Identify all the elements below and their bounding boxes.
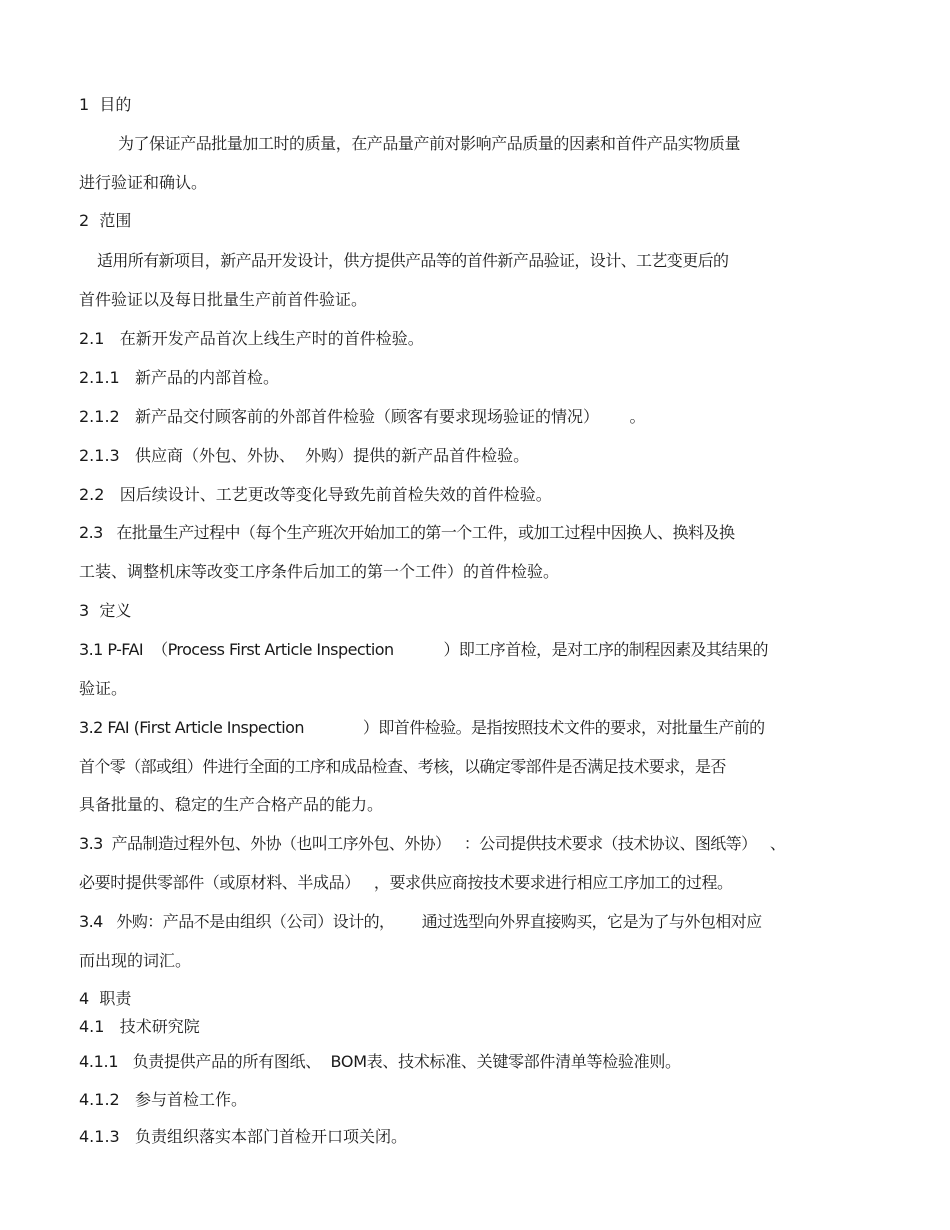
clause-4-1-2: 4.1.2 参与首检工作。 — [79, 1090, 247, 1109]
clause-2-2: 2.2 因后续设计、工艺更改等变化导致先前首检失效的首件检验。 — [79, 485, 552, 504]
paragraph-line: 而出现的词汇。 — [79, 951, 192, 970]
clause-2-3: 2.3 在批量生产过程中（每个生产班次开始加工的第一个工件，或加工过程中因换人、换料及换 — [79, 523, 735, 542]
paragraph-line: 首件验证以及每日批量生产前首件验证。 — [79, 290, 368, 309]
paragraph-line: 具备批量的、稳定的生产合格产品的能力。 — [79, 795, 384, 814]
paragraph-line: 工装、调整机床等改变工序条件后加工的第一个工件）的首件检验。 — [79, 562, 560, 581]
clause-2-1-2: 2.1.2 新产品交付顾客前的外部首件检验（顾客有要求现场验证的情况） 。 — [79, 407, 646, 426]
paragraph-line: 必要时提供零部件（或原材料、半成品） ，要求供应商按技术要求进行相应工序加工的过程。 — [79, 873, 733, 892]
paragraph-line: 为了保证产品批量加工时的质量，在产品量产前对影响产品质量的因素和首件产品实物质量 — [118, 134, 741, 153]
section-4-heading: 4 职责 — [79, 989, 132, 1008]
clause-3-3: 3.3 产品制造过程外包、外协（也叫工序外包、外协） ：公司提供技术要求（技术协议、图纸等） 、 — [79, 834, 786, 853]
clause-4-1-1: 4.1.1 负责提供产品的所有图纸、 BOM表、技术标准、关键零部件清单等检验准则。 — [79, 1052, 681, 1071]
clause-3-1: 3.1 P-FAI （Process First Article Inspection ）即工序首检，是对工序的制程因素及其结果的 — [79, 640, 768, 659]
clause-2-1-1: 2.1.1 新产品的内部首检。 — [79, 368, 279, 387]
clause-4-1: 4.1 技术研究院 — [79, 1017, 200, 1036]
paragraph-line: 验证。 — [79, 679, 128, 698]
clause-2-1-3: 2.1.3 供应商（外包、外协、 外购）提供的新产品首件检验。 — [79, 446, 530, 465]
section-2-heading: 2 范围 — [79, 211, 132, 230]
paragraph-line: 进行验证和确认。 — [79, 173, 208, 192]
section-1-heading: 1 目的 — [79, 95, 132, 114]
clause-2-1: 2.1 在新开发产品首次上线生产时的首件检验。 — [79, 329, 424, 348]
paragraph-line: 适用所有新项目，新产品开发设计，供方提供产品等的首件新产品验证，设计、工艺变更后的 — [97, 251, 729, 270]
paragraph-line: 首个零（部或组）件进行全面的工序和成品检查、考核，以确定零部件是否满足技术要求，是否 — [79, 757, 726, 776]
clause-3-2: 3.2 FAI (First Article Inspection ）即首件检验。是指按照技术文件的要求，对批量生产前的 — [79, 718, 765, 737]
clause-3-4: 3.4 外购：产品不是由组织（公司）设计的， 通过选型向外界直接购买，它是为了与外包相对应 — [79, 912, 762, 931]
clause-4-1-3: 4.1.3 负责组织落实本部门首检开口项关闭。 — [79, 1127, 407, 1146]
section-3-heading: 3 定义 — [79, 601, 132, 620]
